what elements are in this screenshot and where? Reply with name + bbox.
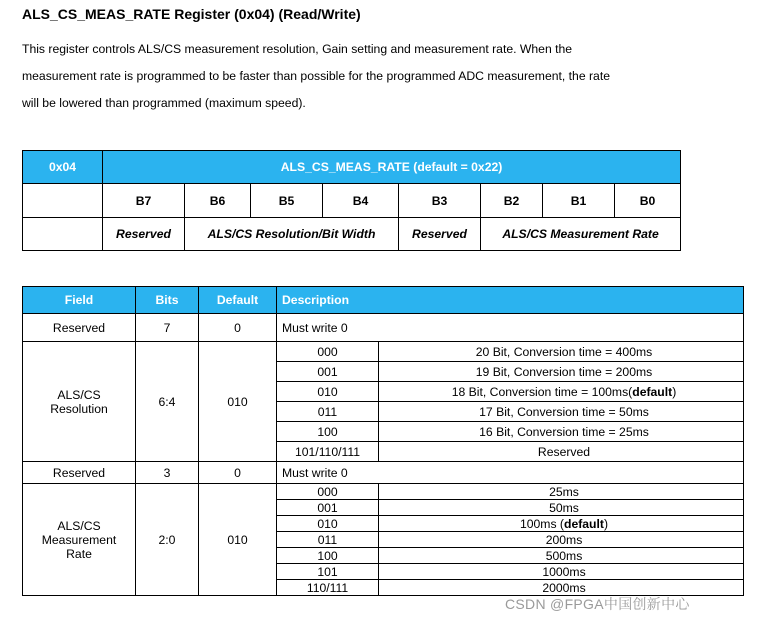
resolution-options-table bbox=[277, 342, 743, 461]
option-text-value: 17 Bit, Conversion time = 50ms bbox=[479, 404, 649, 419]
option-text-value: 500ms bbox=[545, 548, 583, 563]
option-text bbox=[379, 442, 744, 462]
option-row bbox=[277, 362, 743, 382]
option-text bbox=[379, 402, 744, 422]
option-row bbox=[277, 564, 743, 580]
watermark: CSDN @FPGA中国创新中心 bbox=[505, 596, 690, 612]
option-code: 011 bbox=[277, 402, 379, 422]
option-text-value: 100ms ( bbox=[519, 516, 564, 531]
field-reserved-b3: Reserved bbox=[399, 218, 481, 251]
bit-label: B2 bbox=[481, 184, 543, 218]
column-header-field: Field bbox=[23, 287, 136, 314]
option-text-value: 19 Bit, Conversion time = 200ms bbox=[475, 364, 653, 379]
option-row bbox=[277, 532, 743, 548]
option-text-value: 2000ms bbox=[542, 580, 586, 595]
option-text bbox=[379, 362, 744, 382]
bits-cell: 3 bbox=[136, 462, 199, 484]
default-marker: default bbox=[564, 516, 604, 531]
register-map-table bbox=[22, 150, 681, 251]
default-cell: 0 bbox=[199, 314, 277, 342]
option-code: 010 bbox=[277, 382, 379, 402]
bit-label: B3 bbox=[399, 184, 481, 218]
option-text-value: 50ms bbox=[549, 500, 579, 515]
empty-cell bbox=[23, 218, 103, 251]
option-text-value: 200ms bbox=[545, 532, 583, 547]
bit-label: B0 bbox=[615, 184, 681, 218]
rate-options-table bbox=[277, 484, 743, 595]
field-name-line: ALS/CS bbox=[57, 518, 101, 533]
option-text-value: 18 Bit, Conversion time = 100ms( bbox=[451, 384, 633, 399]
page-title: ALS_CS_MEAS_RATE Register (0x04) (Read/Write) bbox=[22, 6, 361, 22]
option-code: 100 bbox=[277, 548, 379, 564]
field-cell: Reserved bbox=[23, 462, 136, 484]
option-row bbox=[277, 342, 743, 362]
option-code: 010 bbox=[277, 516, 379, 532]
empty-cell bbox=[23, 184, 103, 218]
option-row bbox=[277, 382, 743, 402]
option-code: 001 bbox=[277, 362, 379, 382]
option-text bbox=[379, 382, 744, 402]
option-text-value: 1000ms bbox=[542, 564, 586, 579]
option-row bbox=[277, 422, 743, 442]
option-code: 101 bbox=[277, 564, 379, 580]
option-text bbox=[379, 564, 744, 580]
option-code: 011 bbox=[277, 532, 379, 548]
option-row bbox=[277, 516, 743, 532]
option-code: 000 bbox=[277, 342, 379, 362]
field-name-line: Rate bbox=[66, 546, 92, 561]
bit-label: B4 bbox=[323, 184, 399, 218]
option-text-value: 25ms bbox=[549, 484, 579, 499]
column-header-default: Default bbox=[199, 287, 277, 314]
field-description-table bbox=[22, 286, 744, 596]
option-text bbox=[379, 548, 744, 564]
bits-cell: 6:4 bbox=[136, 342, 199, 462]
option-text-value: Reserved bbox=[537, 444, 591, 459]
field-reserved-b7: Reserved bbox=[103, 218, 185, 251]
bit-label: B6 bbox=[185, 184, 251, 218]
column-header-bits: Bits bbox=[136, 287, 199, 314]
option-row bbox=[277, 548, 743, 564]
bit-label: B1 bbox=[543, 184, 615, 218]
option-code: 001 bbox=[277, 500, 379, 516]
default-cell: 010 bbox=[199, 484, 277, 596]
description-cell: Must write 0 bbox=[277, 462, 744, 484]
default-marker: default bbox=[632, 384, 673, 399]
description-paragraph bbox=[22, 36, 672, 117]
option-row bbox=[277, 442, 743, 462]
option-row bbox=[277, 484, 743, 500]
option-code: 100 bbox=[277, 422, 379, 442]
option-text bbox=[379, 484, 744, 500]
paragraph-line: measurement rate is programmed to be faster than possible for the programmed ADC measurement, the rate bbox=[22, 69, 610, 83]
field-name-line: ALS/CS bbox=[57, 387, 101, 402]
bits-cell: 2:0 bbox=[136, 484, 199, 596]
option-text bbox=[379, 532, 744, 548]
default-cell: 0 bbox=[199, 462, 277, 484]
description-cell: Must write 0 bbox=[277, 314, 744, 342]
rate-options bbox=[277, 484, 744, 596]
option-row bbox=[277, 500, 743, 516]
option-text bbox=[379, 516, 744, 532]
field-cell bbox=[23, 342, 136, 462]
bit-label: B5 bbox=[251, 184, 323, 218]
field-resolution: ALS/CS Resolution/Bit Width bbox=[185, 218, 399, 251]
paragraph-line: This register controls ALS/CS measurement resolution, Gain setting and measurement rate. When the bbox=[22, 42, 573, 56]
column-header-description: Description bbox=[277, 287, 744, 314]
option-text bbox=[379, 580, 744, 596]
field-cell: Reserved bbox=[23, 314, 136, 342]
option-text bbox=[379, 342, 744, 362]
option-row bbox=[277, 580, 743, 596]
paragraph-line: will be lowered than programmed (maximum speed). bbox=[22, 96, 306, 110]
register-name: ALS_CS_MEAS_RATE (default = 0x22) bbox=[103, 151, 681, 184]
option-text bbox=[379, 422, 744, 442]
option-code: 110/111 bbox=[277, 580, 379, 596]
bits-cell: 7 bbox=[136, 314, 199, 342]
register-address: 0x04 bbox=[23, 151, 103, 184]
option-text-value: 20 Bit, Conversion time = 400ms bbox=[475, 344, 653, 359]
bit-label: B7 bbox=[103, 184, 185, 218]
option-row bbox=[277, 402, 743, 422]
option-suffix: ) bbox=[672, 384, 677, 399]
option-suffix: ) bbox=[603, 516, 609, 531]
field-cell bbox=[23, 484, 136, 596]
field-name-line: Measurement bbox=[41, 532, 117, 547]
default-cell: 010 bbox=[199, 342, 277, 462]
field-name-line: Resolution bbox=[50, 401, 108, 416]
field-measurement-rate: ALS/CS Measurement Rate bbox=[481, 218, 681, 251]
option-text bbox=[379, 500, 744, 516]
option-code: 000 bbox=[277, 484, 379, 500]
option-text-value: 16 Bit, Conversion time = 25ms bbox=[479, 424, 649, 439]
option-code: 101/110/111 bbox=[277, 442, 379, 462]
resolution-options bbox=[277, 342, 744, 462]
